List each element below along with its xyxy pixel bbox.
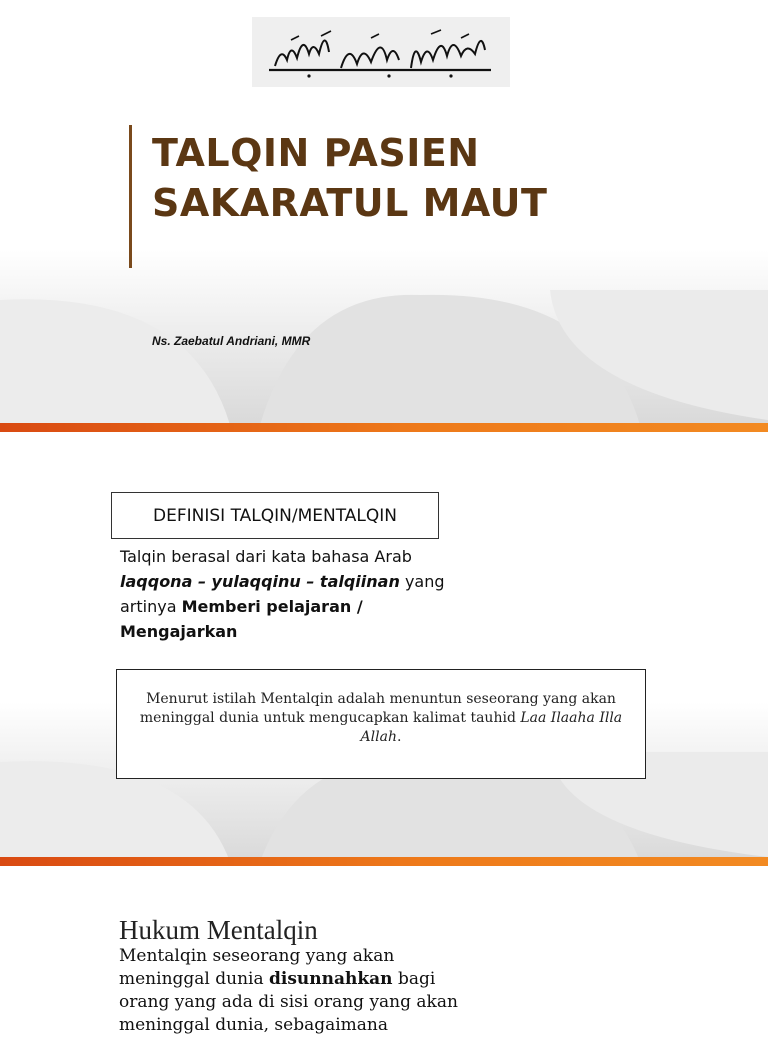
definition-heading-box [111, 492, 439, 539]
definition-slide [0, 432, 768, 868]
ruling-heading: Hukum Mentalqin [119, 915, 318, 945]
definition-meaning: Memberi pelajaran / Mengajarkan [120, 597, 363, 641]
tauhid-phrase: Laa Ilaaha Illa Allah [360, 710, 623, 745]
ruling-text-start: Mentalqin seseorang yang akan meninggal dunia [119, 946, 395, 989]
ruling-slide [0, 868, 768, 1035]
arabic-terms: laqqona – yulaqqinu – talqiinan [120, 572, 400, 591]
terminology-text: Menurut istilah Mentalqin adalah menuntun seseorang yang akan meninggal dunia untuk mengucapkan kalimat tauhid [139, 691, 616, 726]
definition-paragraph [120, 544, 460, 644]
slide-footer-bar [0, 857, 768, 866]
presentation-title: TALQIN PASIEN SAKARATUL MAUT [152, 131, 548, 225]
definition-heading: DEFINISI TALQIN/MENTALQIN [153, 505, 397, 526]
definition-intro: Talqin berasal dari kata bahasa Arab [120, 547, 412, 566]
basmala-calligraphy [252, 17, 510, 87]
title-accent-rule [129, 125, 132, 268]
ruling-emphasis: disunnahkan [269, 969, 393, 989]
terminology-end: . [396, 729, 402, 745]
definition-connector: yang artinya [120, 572, 445, 616]
author-name: Ns. Zaebatul Andriani, MMR [152, 334, 311, 348]
terminology-box [116, 669, 646, 779]
title-slide [0, 0, 768, 432]
calligraphy-icon [261, 22, 501, 82]
ruling-paragraph [119, 945, 479, 1037]
ruling-text-end: bagi orang yang ada di sisi orang yang akan meninggal dunia, sebagaimana [119, 969, 458, 1035]
slide-background-decoration [0, 250, 768, 425]
slide-footer-bar [0, 423, 768, 432]
